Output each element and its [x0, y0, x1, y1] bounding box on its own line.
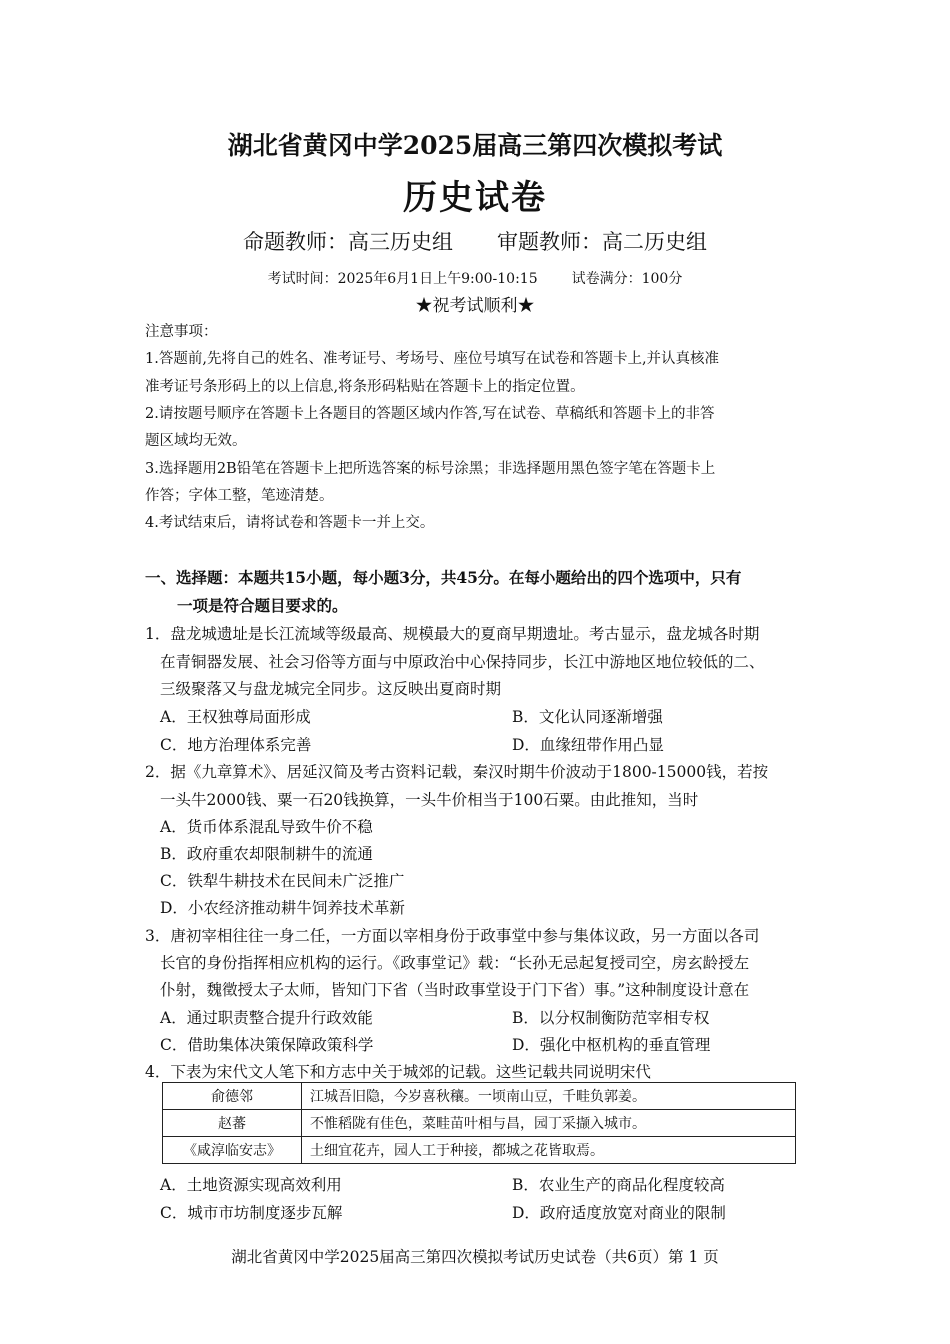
- section-heading: 一、选择题：本题共15小题，每小题3分，共45分。在每小题给出的四个选项中，只有: [145, 568, 742, 587]
- question-2-option-c: C．铁犁牛耕技术在民间未广泛推广: [160, 872, 405, 890]
- question-1-text: 1．盘龙城遗址是长江流域等级最高、规模最大的夏商早期遗址。考古显示，盘龙城各时期: [145, 625, 760, 643]
- teachers-line: [0, 226, 950, 256]
- question-1-option-b: B．文化认同逐渐增强: [512, 708, 663, 726]
- exam-info-line: [0, 268, 950, 288]
- table-cell-source: 《咸淳临安志》: [163, 1137, 302, 1164]
- question-2-text: 2．据《九章算术》、居延汉简及考古资料记载，秦汉时期牛价波动于1800-15000钱，若按: [145, 763, 769, 781]
- reviewer-label: 审题教师：高二历史组: [497, 230, 707, 254]
- good-luck-line: ★祝考试顺利★: [415, 296, 535, 316]
- notice-line: 4.考试结束后，请将试卷和答题卡一并上交。: [145, 515, 435, 531]
- notice-line: 2.请按题号顺序在答题卡上各题目的答题区域内作答,写在试卷、草稿纸和答题卡上的非答: [145, 406, 715, 422]
- notice-line: 准考证号条形码上的以上信息,将条形码粘贴在答题卡上的指定位置。: [145, 379, 585, 395]
- question-1-option-c: C．地方治理体系完善: [160, 736, 312, 754]
- question-4-option-d: D．政府适度放宽对商业的限制: [512, 1204, 726, 1222]
- question-2-option-a: A．货币体系混乱导致牛价不稳: [160, 818, 373, 836]
- page-footer: 湖北省黄冈中学2025届高三第四次模拟考试历史试卷（共6页）第 1 页: [231, 1248, 719, 1266]
- question-2-text: 一头牛2000钱、粟一石20钱换算，一头牛价相当于100石粟。由此推知，当时: [160, 791, 699, 809]
- question-1-option-d: D．血缘纽带作用凸显: [512, 736, 664, 754]
- question-2-option-d: D．小农经济推动耕牛饲养技术革新: [160, 899, 405, 917]
- question-3-option-d: D．强化中枢机构的垂直管理: [512, 1036, 711, 1054]
- table-cell-record: 土细宜花卉，园人工于种接，都城之花皆取焉。: [302, 1137, 796, 1164]
- question-3-option-c: C．借助集体决策保障政策科学: [160, 1036, 374, 1054]
- section-heading-cont: 一项是符合题目要求的。: [177, 596, 348, 615]
- question-4-option-c: C．城市市坊制度逐步瓦解: [160, 1204, 343, 1222]
- notice-line: 3.选择题用2B铅笔在答题卡上把所选答案的标号涂黑；非选择题用黑色签字笔在答题卡上: [145, 461, 716, 477]
- question-4-text: 4．下表为宋代文人笔下和方志中关于城郊的记载。这些记载共同说明宋代: [145, 1063, 651, 1081]
- notice-line: 题区域均无效。: [145, 433, 247, 449]
- question-1-option-a: A．王权独尊局面形成: [160, 708, 311, 726]
- setter-label: 命题教师：高三历史组: [243, 230, 453, 254]
- table-row: [163, 1137, 796, 1164]
- exam-time: 考试时间：2025年6月1日上午9:00-10:15: [267, 271, 538, 287]
- question-3-text: 3．唐初宰相往往一身二任，一方面以宰相身份于政事堂中参与集体议政，另一方面以各司: [145, 927, 760, 945]
- notice-line: 1.答题前,先将自己的姓名、准考证号、考场号、座位号填写在试卷和答题卡上,并认真核准: [145, 351, 720, 367]
- table-cell-source: 俞德邻: [163, 1083, 302, 1110]
- table-row: [163, 1083, 796, 1110]
- question-3-text: 长官的身份指挥相应机构的运行。《政事堂记》载：“长孙无忌起复授司空，房玄龄授左: [160, 954, 750, 972]
- question-4-option-a: A．土地资源实现高效利用: [160, 1176, 342, 1194]
- question-1-text: 在青铜器发展、社会习俗等方面与中原政治中心保持同步，长江中游地区地位较低的二、: [160, 653, 765, 671]
- table-row: [163, 1110, 796, 1137]
- exam-title: 湖北省黄冈中学2025届高三第四次模拟考试: [227, 131, 723, 160]
- subject-title: 历史试卷: [403, 178, 547, 218]
- question-3-option-b: B．以分权制衡防范宰相专权: [512, 1009, 710, 1027]
- question-1-text: 三级聚落又与盘龙城完全同步。这反映出夏商时期: [160, 680, 502, 698]
- question-3-text: 仆射，魏徵授太子太师，皆知门下省（当时政事堂设于门下省）事。”这种制度设计意在: [160, 981, 750, 999]
- table-cell-record: 不惟稻陇有佳色，菜畦苗叶相与昌，园丁采撷入城市。: [302, 1110, 796, 1137]
- question-4-option-b: B．农业生产的商品化程度较高: [512, 1176, 725, 1194]
- notice-line: 作答；字体工整，笔迹清楚。: [145, 488, 334, 504]
- question-3-option-a: A．通过职责整合提升行政效能: [160, 1009, 373, 1027]
- question-2-option-b: B．政府重农却限制耕牛的流通: [160, 845, 373, 863]
- table-cell-source: 赵蕃: [163, 1110, 302, 1137]
- table-cell-record: 江城吾旧隐，今岁喜秋穰。一顷南山豆，千畦负郭姜。: [302, 1083, 796, 1110]
- full-score: 试卷满分：100分: [571, 271, 683, 287]
- records-table: [162, 1082, 796, 1164]
- notice-heading: 注意事项：: [145, 324, 218, 340]
